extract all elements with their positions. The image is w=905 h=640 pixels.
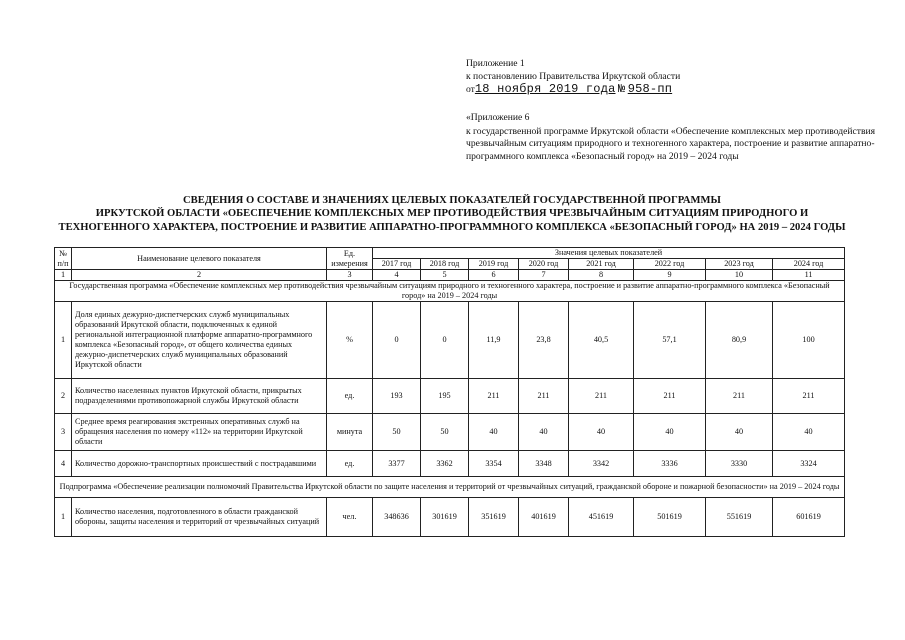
indicator-value: 211	[634, 379, 706, 414]
column-number: 10	[706, 270, 773, 281]
number-sign: №	[617, 82, 626, 96]
document-title	[52, 194, 852, 234]
indicator-value: 3362	[421, 451, 469, 477]
appendix-resolution: к постановлению Правительства Иркутской области	[466, 70, 681, 82]
indicator-value: 50	[373, 414, 421, 451]
indicator-value: 193	[373, 379, 421, 414]
indicator-unit: %	[327, 302, 373, 379]
indicator-value: 57,1	[634, 302, 706, 379]
indicator-value: 40	[569, 414, 634, 451]
column-number: 9	[634, 270, 706, 281]
indicator-value: 195	[421, 379, 469, 414]
header-year: 2019 год	[469, 259, 519, 270]
header-year: 2020 год	[519, 259, 569, 270]
indicator-unit: ед.	[327, 451, 373, 477]
table-row	[55, 379, 845, 414]
column-number: 5	[421, 270, 469, 281]
header-year: 2022 год	[634, 259, 706, 270]
column-number: 1	[55, 270, 72, 281]
resolution-date: 18 ноября 2019 года	[474, 82, 616, 96]
appendix6-label: «Приложение 6	[466, 112, 530, 123]
indicator-name: Доля единых дежурно-диспетчерских служб муниципальных образований Иркутской области, подключенных к единой региональной интеграционной платформе аппаратно-программного комплекса «Безопасный город», от общего количества единых дежурно-диспетчерских служб муниципальных образований Иркутской области	[72, 302, 327, 379]
indicator-value: 301619	[421, 498, 469, 537]
indicator-name: Количество населенных пунктов Иркутской области, прикрытых подразделениями противопожарной службы Иркутской области	[72, 379, 327, 414]
indicator-unit: ед.	[327, 379, 373, 414]
indicator-value: 11,9	[469, 302, 519, 379]
indicator-value: 50	[421, 414, 469, 451]
indicator-value: 211	[569, 379, 634, 414]
indicator-name: Среднее время реагирования экстренных оперативных служб на обращения населения по номеру «112» на территории Иркутской области	[72, 414, 327, 451]
appendix-header	[466, 58, 886, 97]
indicators-table	[54, 247, 845, 537]
appendix6-text: к государственной программе Иркутской области «Обеспечение комплексных мер противодействия чрезвычайным ситуациям природного и техногенного характера, построение и развитие аппаратно-программного комплекса «Безопасный город» на 2019 – 2024 годы	[466, 125, 876, 162]
table-row	[55, 302, 845, 379]
row-number: 1	[55, 302, 72, 379]
indicator-value: 80,9	[706, 302, 773, 379]
table-row	[55, 498, 845, 537]
column-numbers-row	[55, 270, 845, 281]
appendix-date-line	[466, 83, 886, 97]
indicator-value: 451619	[569, 498, 634, 537]
title-line-2: ИРКУТСКОЙ ОБЛАСТИ «ОБЕСПЕЧЕНИЕ КОМПЛЕКСНЫХ МЕР ПРОТИВОДЕЙСТВИЯ ЧРЕЗВЫЧАЙНЫМ СИТУАЦИЯМ ПРИРОДНОГО И	[95, 208, 809, 220]
column-number: 7	[519, 270, 569, 281]
header-name: Наименование целевого показателя	[72, 248, 327, 270]
appendix6-block	[466, 112, 886, 163]
indicator-value: 100	[773, 302, 845, 379]
indicator-value: 211	[519, 379, 569, 414]
indicator-value: 0	[421, 302, 469, 379]
row-number: 1	[55, 498, 72, 537]
indicator-value: 40	[469, 414, 519, 451]
column-number: 4	[373, 270, 421, 281]
header-year: 2024 год	[773, 259, 845, 270]
appendix-label: Приложение 1	[466, 58, 525, 69]
indicator-value: 3377	[373, 451, 421, 477]
indicator-value: 40	[519, 414, 569, 451]
header-year: 2017 год	[373, 259, 421, 270]
indicator-value: 40	[773, 414, 845, 451]
indicator-value: 23,8	[519, 302, 569, 379]
column-number: 3	[327, 270, 373, 281]
header-year: 2023 год	[706, 259, 773, 270]
header-year: 2021 год	[569, 259, 634, 270]
indicator-name: Количество дорожно-транспортных происшествий с пострадавшими	[72, 451, 327, 477]
row-number: 4	[55, 451, 72, 477]
indicator-value: 601619	[773, 498, 845, 537]
header-year: 2018 год	[421, 259, 469, 270]
indicator-unit: чел.	[327, 498, 373, 537]
indicator-value: 3354	[469, 451, 519, 477]
indicator-value: 211	[773, 379, 845, 414]
table-row	[55, 414, 845, 451]
indicator-unit: минута	[327, 414, 373, 451]
column-number: 8	[569, 270, 634, 281]
indicator-name: Количество населения, подготовленного в области гражданской обороны, защиты населения и территорий от чрезвычайных ситуаций	[72, 498, 327, 537]
row-number: 2	[55, 379, 72, 414]
table-row	[55, 451, 845, 477]
indicator-value: 501619	[634, 498, 706, 537]
section-row	[55, 281, 845, 302]
indicator-value: 211	[469, 379, 519, 414]
indicator-value: 3342	[569, 451, 634, 477]
section-row	[55, 477, 845, 498]
date-prefix: от	[466, 84, 475, 95]
indicator-value: 551619	[706, 498, 773, 537]
indicator-value: 3336	[634, 451, 706, 477]
indicator-value: 40	[634, 414, 706, 451]
indicator-value: 40,5	[569, 302, 634, 379]
indicator-value: 40	[706, 414, 773, 451]
indicator-value: 3324	[773, 451, 845, 477]
section-subprogram-title: Подпрограмма «Обеспечение реализации полномочий Правительства Иркутской области по защите населения и территорий от чрезвычайных ситуаций, гражданской обороне и пожарной безопасности» на 2019 – 2024 годы	[55, 477, 845, 498]
indicator-value: 211	[706, 379, 773, 414]
column-number: 11	[773, 270, 845, 281]
title-line-3: ТЕХНОГЕННОГО ХАРАКТЕРА, ПОСТРОЕНИЕ И РАЗВИТИЕ АППАРАТНО-ПРОГРАММНОГО КОМПЛЕКСА «БЕЗОПАСНЫЙ ГОРОД» НА 2019 – 2024 ГОДЫ	[58, 221, 846, 233]
indicator-value: 351619	[469, 498, 519, 537]
indicator-value: 348636	[373, 498, 421, 537]
section-program-title: Государственная программа «Обеспечение комплексных мер противодействия чрезвычайным ситуациям природного и техногенного характера, построение и развитие аппаратно-программного комплекса «Безопасный город» на 2019 – 2024 годы	[55, 281, 845, 302]
column-number: 6	[469, 270, 519, 281]
indicator-value: 0	[373, 302, 421, 379]
header-values-group: Значения целевых показателей	[373, 248, 845, 259]
column-number: 2	[72, 270, 327, 281]
row-number: 3	[55, 414, 72, 451]
title-line-1: СВЕДЕНИЯ О СОСТАВЕ И ЗНАЧЕНИЯХ ЦЕЛЕВЫХ ПОКАЗАТЕЛЕЙ ГОСУДАРСТВЕННОЙ ПРОГРАММЫ	[183, 195, 721, 206]
header-unit: Ед. измерения	[327, 248, 373, 270]
header-row	[55, 248, 845, 259]
indicator-value: 3330	[706, 451, 773, 477]
header-num: № п/п	[55, 248, 72, 270]
indicator-value: 3348	[519, 451, 569, 477]
indicator-value: 401619	[519, 498, 569, 537]
resolution-number: 958-пп	[627, 82, 673, 96]
